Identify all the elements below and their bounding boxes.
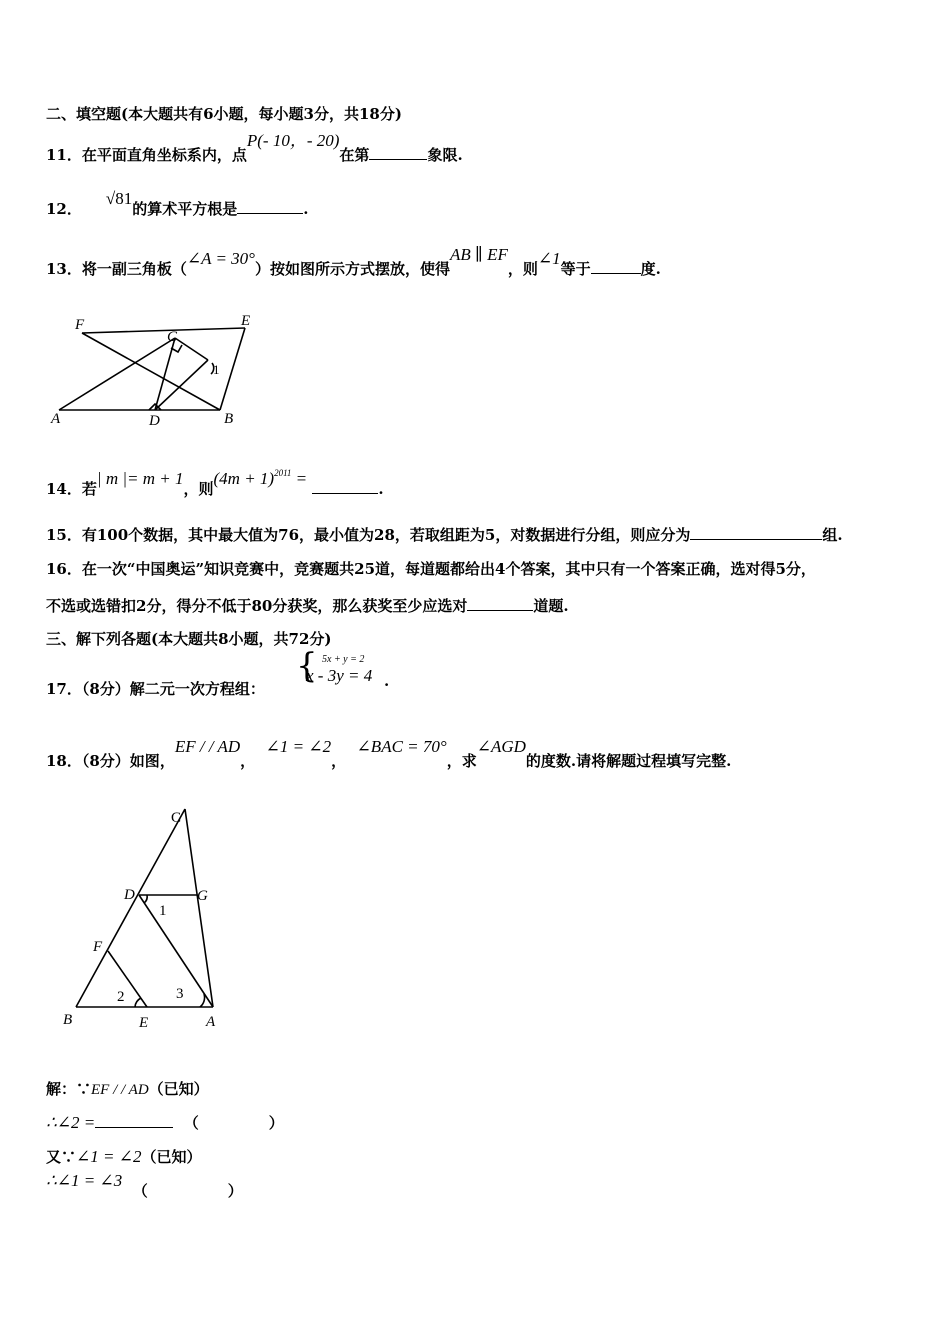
math-parallel: EF / / AD <box>174 737 241 756</box>
question-text: ，求 <box>446 752 477 770</box>
question-number: 18． <box>46 752 82 770</box>
question-text: . <box>303 200 309 218</box>
question-15 <box>46 524 843 545</box>
reason-paren: ） <box>227 1182 243 1200</box>
question-text: ）按如图所示方式摆放，使得 <box>254 260 450 278</box>
fig2-label-2: 2 <box>117 989 125 1005</box>
question-text: ，则 <box>507 260 538 278</box>
question-number: 11． <box>46 146 82 164</box>
math-expression: $(4m + 1)^{2011}$ = <box>213 468 308 488</box>
fig2-label-A: A <box>206 1014 216 1030</box>
fig1-label-F: F <box>75 317 85 333</box>
answer-blank[interactable] <box>312 479 378 494</box>
math-point: P(- 10，- 20) <box>246 131 340 150</box>
math-angle2: ∴∠2 = <box>46 1113 96 1132</box>
solution-text: 解：∵ <box>46 1080 92 1098</box>
math-angle-eq: ∠1 = ∠2 <box>76 1147 142 1166</box>
question-text: . <box>384 672 390 690</box>
fig1-label-C: C <box>167 329 178 345</box>
question-17 <box>46 678 265 699</box>
math-angle1: ∠1 <box>537 249 561 268</box>
question-text: 不选或选错扣2分，得分不低于80分获奖，那么获奖至少应选对 <box>46 597 468 615</box>
question-text: 道题. <box>533 597 569 615</box>
fig2-label-3: 3 <box>176 986 184 1002</box>
question-18 <box>46 737 732 771</box>
question-text: ， <box>240 752 256 770</box>
solution-line-2 <box>46 1112 284 1133</box>
answer-blank[interactable] <box>690 525 822 540</box>
triangle-figure-2 <box>55 798 235 1038</box>
question-text: 组. <box>822 526 843 544</box>
answer-blank[interactable] <box>591 259 641 274</box>
fig2-label-C: C <box>171 810 182 826</box>
question-text: 度. <box>640 260 661 278</box>
math-angle-agd: ∠AGD <box>476 737 526 756</box>
solution-text: （已知） <box>141 1148 202 1166</box>
equation-system <box>296 646 391 702</box>
math-parallel: EF / / AD <box>91 1082 149 1098</box>
fig2-label-D: D <box>124 887 135 903</box>
question-text: 在一次“中国奥运”知识竞赛中，竞赛题共25道，每道题都给出4个答案，其中只有一个答案正确，选对得5分， <box>81 560 816 578</box>
question-number: 17． <box>46 680 82 698</box>
math-angle-eq3: ∴∠1 = ∠3 <box>46 1171 123 1190</box>
fig1-label-B: B <box>224 411 234 427</box>
fig1-label-D: D <box>149 413 160 429</box>
math-sqrt: √81 <box>105 189 133 208</box>
fig1-label-A: A <box>51 411 61 427</box>
question-text: 在平面直角坐标系内，点 <box>81 146 247 164</box>
reason-paren: （ <box>132 1182 148 1200</box>
fig2-label-F: F <box>93 939 103 955</box>
question-13 <box>46 245 661 279</box>
solution-text: 又∵ <box>46 1148 77 1166</box>
math-angle-bac: ∠BAC = 70° <box>356 737 447 756</box>
reason-paren: ） <box>268 1114 284 1132</box>
math-parallel: AB ∥ EF <box>450 245 508 264</box>
solution-text: （已知） <box>148 1080 209 1098</box>
left-brace: { <box>296 646 318 686</box>
solution-line-4 <box>46 1171 243 1201</box>
section2-heading: 二、填空题(本大题共有6小题，每小题3分，共18分) <box>46 105 402 123</box>
question-14 <box>46 468 384 499</box>
question-number: 15． <box>46 526 82 544</box>
solution-line-1 <box>46 1078 209 1099</box>
equation-2: x - 3y = 4 <box>306 666 373 685</box>
question-text: 若 <box>81 480 97 498</box>
question-text: ， <box>331 752 347 770</box>
question-text: （8分）解二元一次方程组： <box>81 680 265 698</box>
question-text: 的度数.请将解题过程填写完整. <box>525 752 732 770</box>
fig2-label-1: 1 <box>159 903 167 919</box>
question-16-line2 <box>46 595 569 616</box>
question-text: 等于 <box>560 260 591 278</box>
question-11 <box>46 131 463 165</box>
question-text: . <box>378 480 384 498</box>
solution-line-3 <box>46 1146 202 1167</box>
answer-blank[interactable] <box>369 145 427 160</box>
answer-blank[interactable] <box>467 596 533 611</box>
fig1-label-E: E <box>241 313 251 329</box>
question-text: 在第 <box>339 146 370 164</box>
equation-1: 5x + y = 2 <box>322 654 365 665</box>
question-text: 将一副三角板（ <box>81 260 187 278</box>
fig1-label-1: 1 <box>213 362 220 377</box>
question-text: （8分）如图， <box>81 752 175 770</box>
fig2-label-G: G <box>197 888 208 904</box>
section3-heading: 三、解下列各题(本大题共8小题，共72分) <box>46 630 332 648</box>
reason-paren: （ <box>183 1114 199 1132</box>
math-condition: | m |= m + 1 <box>96 469 184 488</box>
math-angle: ∠A = 30° <box>186 249 255 268</box>
question-number: 13． <box>46 260 82 278</box>
answer-blank[interactable] <box>95 1113 173 1128</box>
question-text: 象限. <box>427 146 463 164</box>
answer-blank[interactable] <box>237 199 303 214</box>
question-text: 有100个数据，其中最大值为76，最小值为28，若取组距为5，对数据进行分组，则应分为 <box>81 526 691 544</box>
question-text: ，则 <box>183 480 214 498</box>
fig2-label-B: B <box>63 1012 73 1028</box>
triangle-figure-1 <box>45 308 265 433</box>
question-number: 16． <box>46 560 82 578</box>
question-12 <box>46 189 309 219</box>
math-angle-eq: ∠1 = ∠2 <box>265 737 332 756</box>
fig2-label-E: E <box>139 1015 149 1031</box>
question-16-line1 <box>46 558 816 579</box>
question-number: 14． <box>46 480 82 498</box>
question-number: 12． <box>46 200 82 218</box>
question-text: 的算术平方根是 <box>132 200 238 218</box>
